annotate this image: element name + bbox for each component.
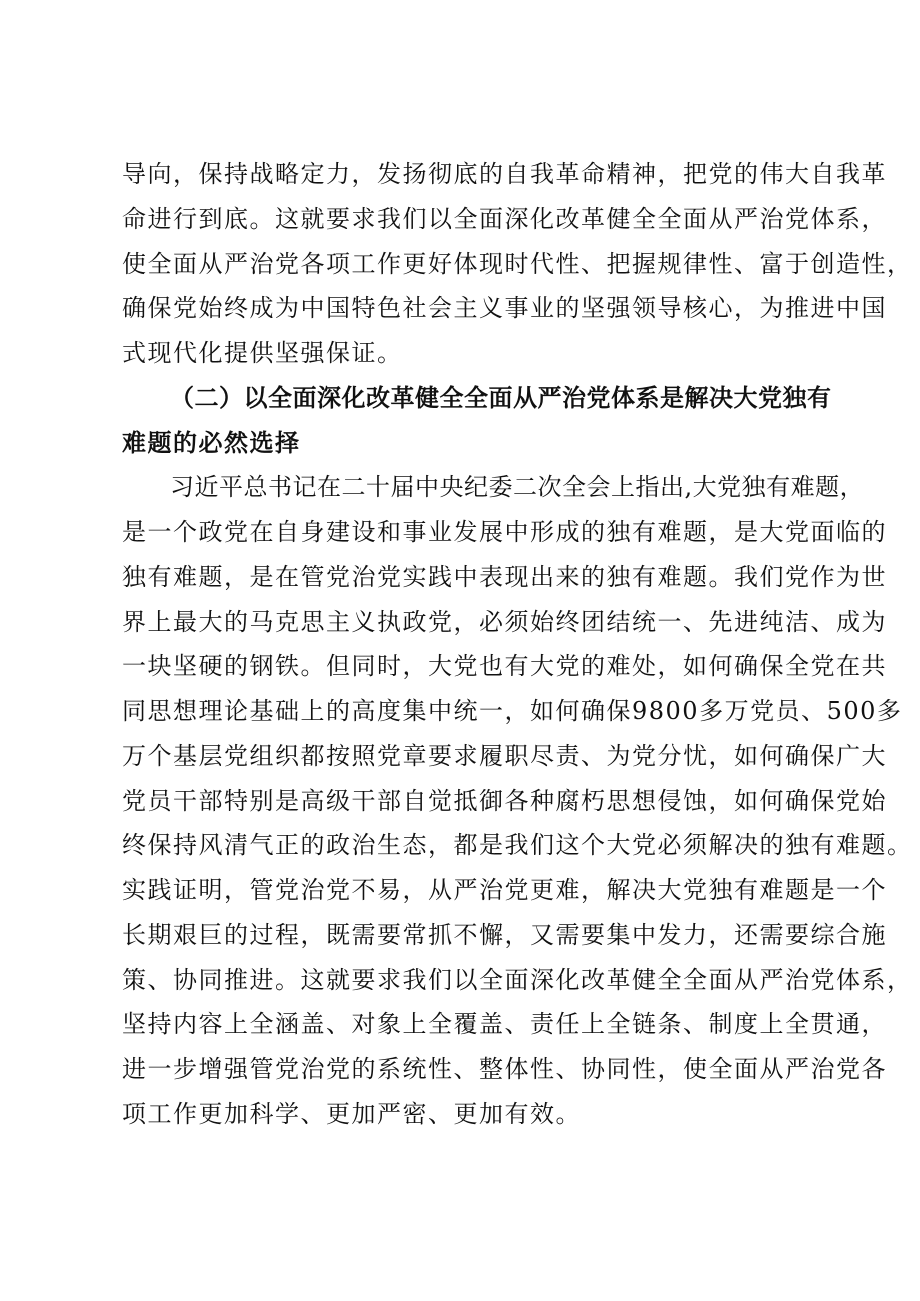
text-line: 命进行到底。这就要求我们以全面深化改革健全全面从严治党体系，: [122, 205, 887, 233]
text-line: 进一步增强管党治党的系统性、整体性、协同性，使全面从严治党各: [122, 1055, 887, 1083]
text-line: 策、协同推进。这就要求我们以全面深化改革健全全面从严治党体系，: [122, 966, 913, 994]
text-line: 是一个政党在自身建设和事业发展中形成的独有难题，是大党面临的: [122, 518, 887, 546]
text-line: 导向，保持战略定力，发扬彻底的自我革命精神，把党的伟大自我革: [122, 160, 887, 188]
text-line: 式现代化提供坚强保证。: [122, 339, 403, 367]
text-line: 终保持风清气正的政治生态，都是我们这个大党必须解决的独有难题。: [122, 831, 913, 859]
text-line: 党员干部特别是高级干部自觉抵御各种腐朽思想侵蚀，如何确保党始: [122, 787, 887, 815]
text-line: 坚持内容上全涵盖、对象上全覆盖、责任上全链条、制度上全贯通，: [122, 1010, 887, 1038]
text-line: 同思想理论基础上的高度集中统一，如何确保9800多万党员、500多: [122, 697, 903, 725]
text-line: 一块坚硬的钢铁。但同时，大党也有大党的难处，如何确保全党在共: [122, 652, 887, 680]
text-line: 项工作更加科学、更加严密、更加有效。: [122, 1100, 581, 1128]
text-line: 习近平总书记在二十届中央纪委二次全会上指出,大党独有难题，: [170, 473, 865, 501]
text-line: 长期艰巨的过程，既需要常抓不懈，又需要集中发力，还需要综合施: [122, 921, 887, 949]
text-line: 独有难题，是在管党治党实践中表现出来的独有难题。我们党作为世: [122, 563, 887, 591]
text-line: 确保党始终成为中国特色社会主义事业的坚强领导核心，为推进中国: [122, 294, 887, 322]
heading-line: 难题的必然选择: [122, 428, 301, 457]
text-line: 使全面从严治党各项工作更好体现时代性、把握规律性、富于创造性，: [122, 250, 913, 278]
heading-line: （二）以全面深化改革健全全面从严治党体系是解决大党独有: [170, 383, 832, 412]
text-line: 万个基层党组织都按照党章要求履职尽责、为党分忧，如何确保广大: [122, 742, 887, 770]
text-line: 实践证明，管党治党不易，从严治党更难，解决大党独有难题是一个: [122, 876, 887, 904]
text-line: 界上最大的马克思主义执政党，必须始终团结统一、先进纯洁、成为: [122, 608, 887, 636]
